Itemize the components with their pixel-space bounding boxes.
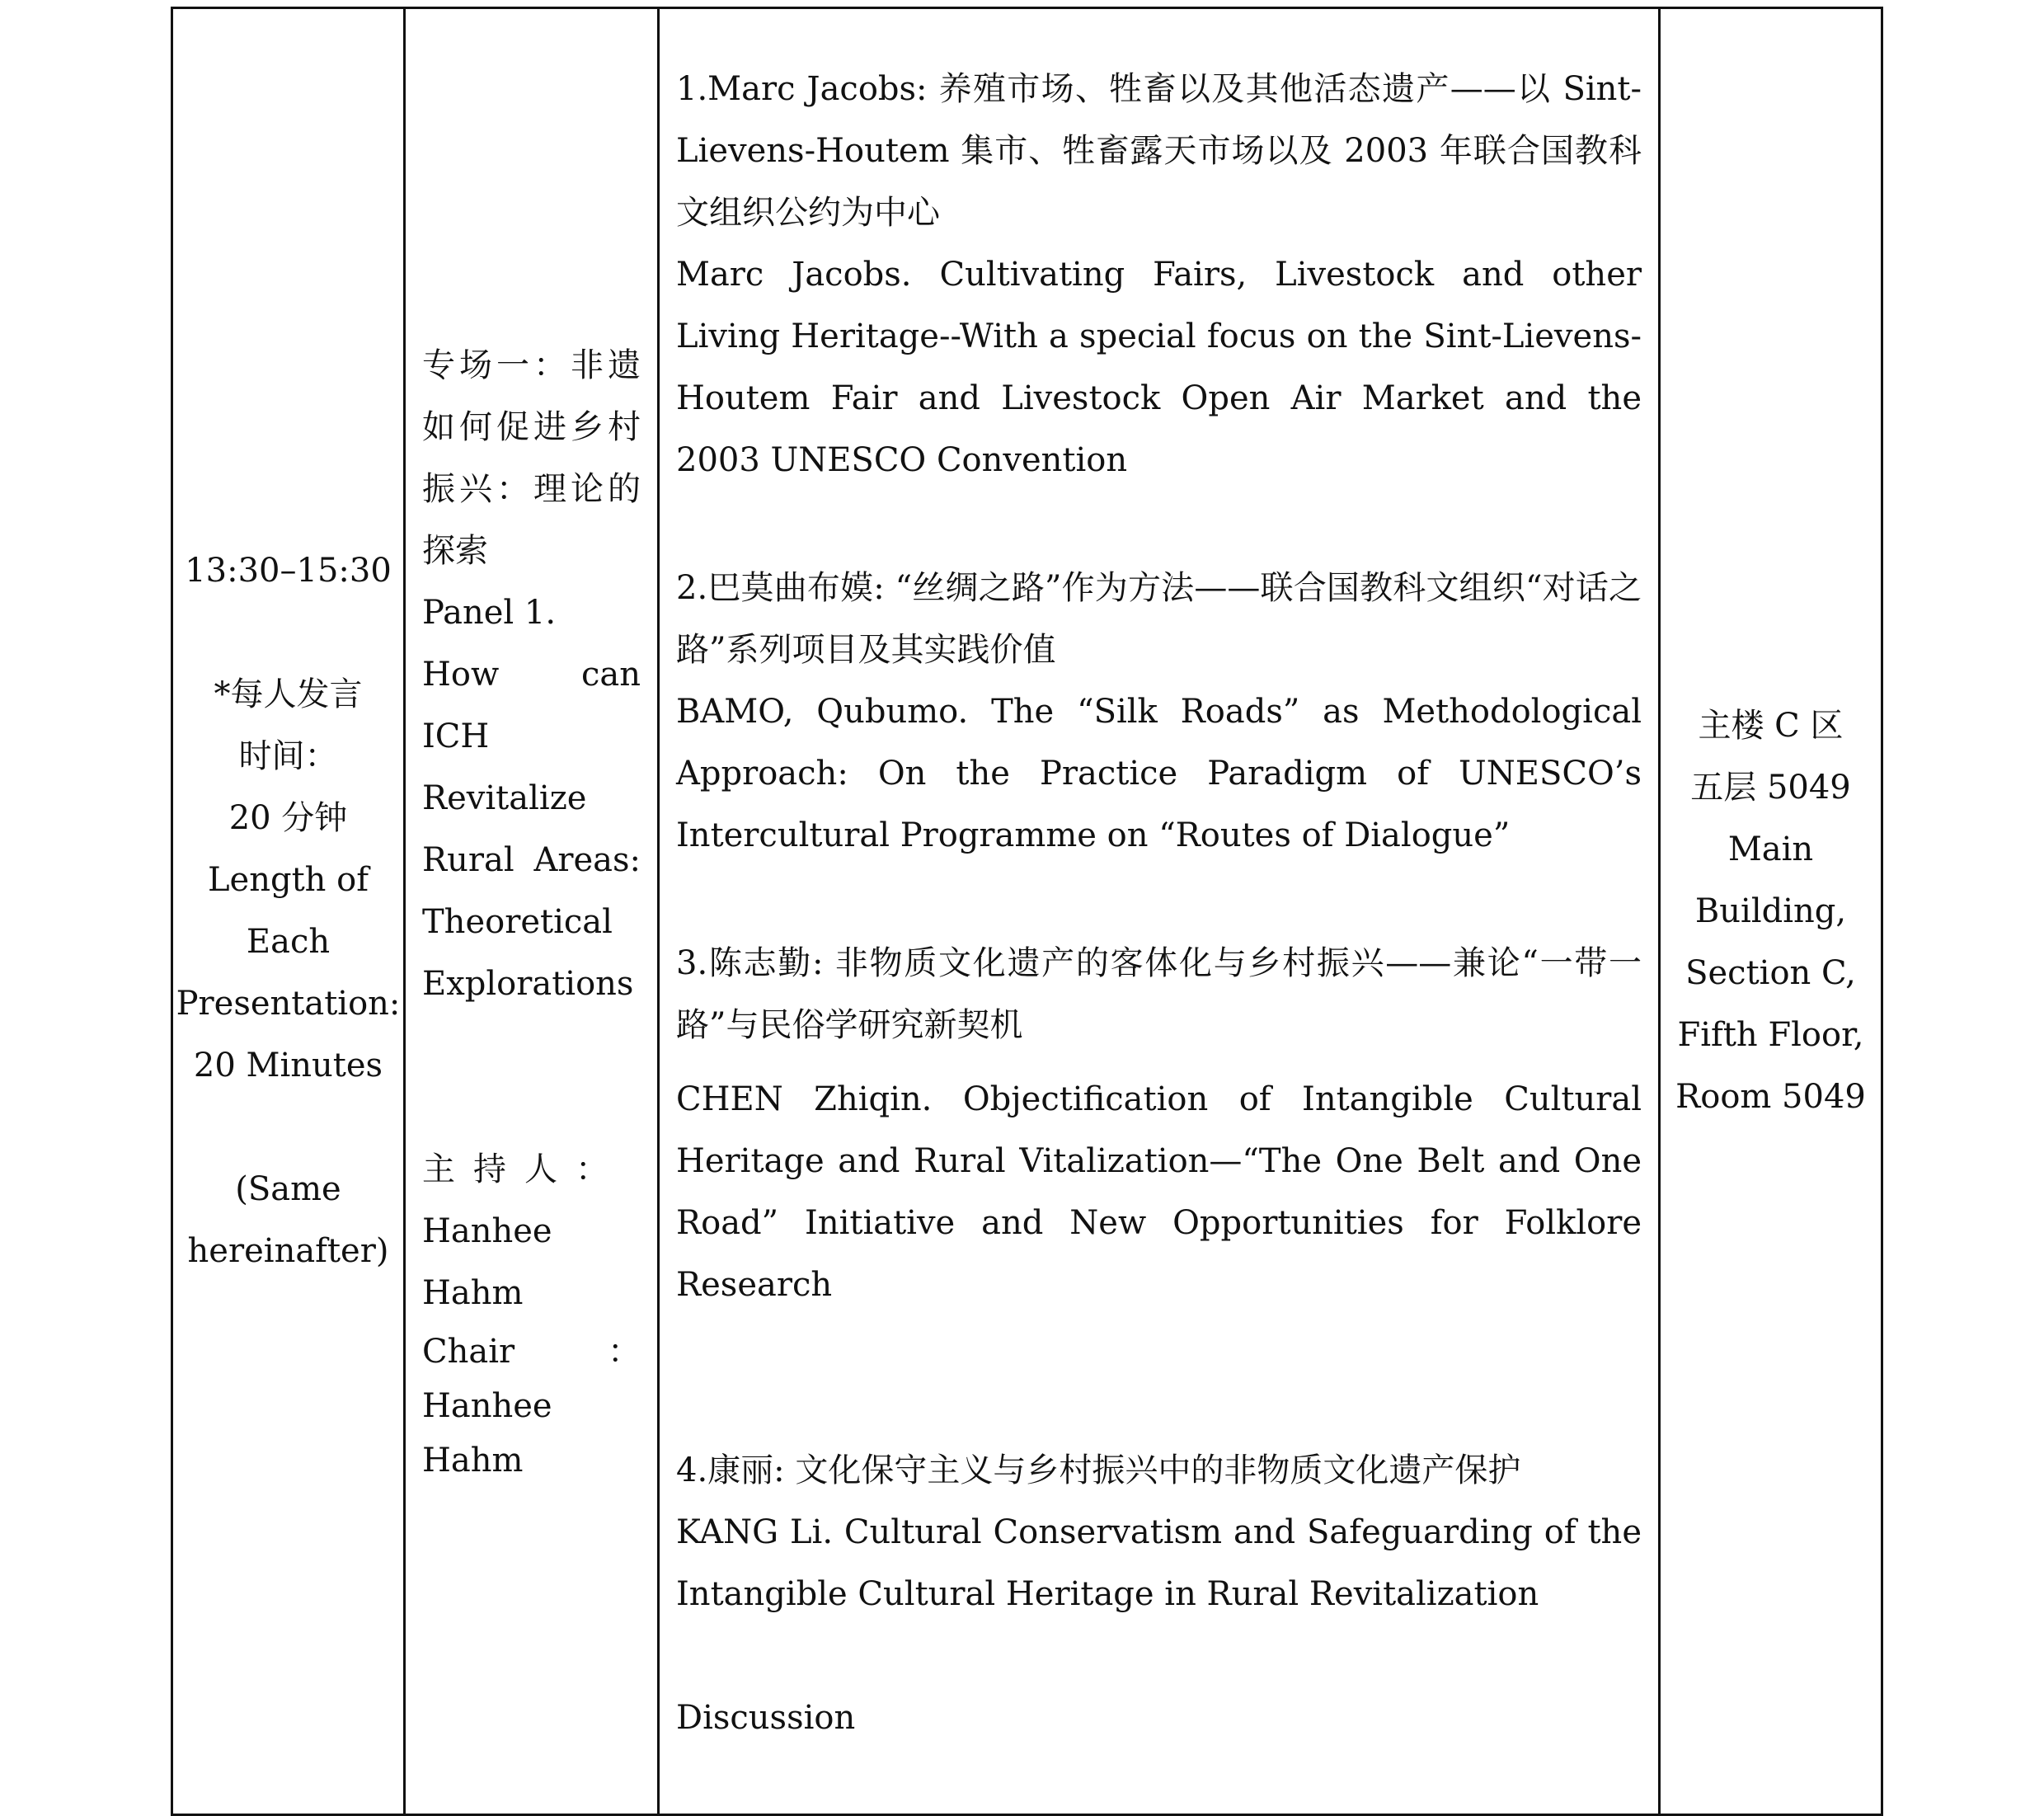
venue-cell [1660, 8, 1882, 1815]
panel-title-en-1: Panel 1. [422, 594, 557, 632]
talk-item [676, 1440, 1642, 1625]
same-note-1: (Same [235, 1170, 341, 1208]
presentation-note-zh-2: 时间： [238, 737, 338, 775]
discussion-label: Discussion [676, 1699, 856, 1737]
session-row [172, 8, 1882, 1815]
venue-zh-2: 五层 5049 [1690, 768, 1851, 807]
talk-title-zh: 2.巴莫曲布嫫: “丝绸之路”作为方法——联合国教科文组织“对话之路”系列项目及其实践价值 [676, 569, 1642, 669]
panel-chair-zh-label: 主持人： [422, 1150, 627, 1188]
talk-item [676, 933, 1642, 1316]
venue-en-4: Fifth Floor, [1677, 1015, 1864, 1054]
venue-en-2: Building, [1694, 892, 1847, 930]
panel-title-zh: 专场一：非遗如何促进乡村振兴：理论的探索 [422, 346, 641, 570]
talk-item [676, 558, 1642, 867]
same-note-2: hereinafter) [187, 1232, 389, 1270]
session-time: 13:30–15:30 [185, 552, 392, 590]
presentation-note-en-3: Presentation: [176, 985, 401, 1023]
panel-title-en-2: How can ICH Revitalize Rural Areas: Theoretical Explorations [422, 656, 641, 1003]
venue-en-1: Main [1727, 830, 1814, 868]
talk-title-en: BAMO, Qubumo. The “Silk Roads” as Methodological Approach: On the Practice Paradigm of UNESCO’s Intercultural Programme on “Routes of Dialogue” [676, 693, 1642, 854]
talk-item [676, 59, 1642, 492]
presentation-note-en-2: Each [246, 923, 331, 961]
presentation-note-en-4: 20 Minutes [193, 1047, 383, 1084]
talk-title-zh: 1.Marc Jacobs: 养殖市场、牲畜以及其他活态遗产——以 Sint-Lievens-Houtem 集市、牲畜露天市场以及 2003 年联合国教科文组织公约为中心 [676, 70, 1642, 232]
presentation-note-zh-1: *每人发言 [214, 675, 363, 713]
time-cell [172, 8, 405, 1815]
schedule-table [171, 7, 1883, 1816]
panel-cell [405, 8, 659, 1815]
panel-chair-zh-name: Hanhee Hahm [422, 1212, 552, 1312]
talks-cell [659, 8, 1660, 1815]
presentation-note-zh-3: 20 分钟 [228, 799, 348, 837]
venue-en-3: Section C, [1685, 953, 1856, 992]
talk-title-en: Marc Jacobs. Cultivating Fairs, Livestock and other Living Heritage--With a special focus on the Sint-Lievens-Houtem Fair and Livestock Open Air Market and the 2003 UNESCO Convention [676, 256, 1642, 479]
panel-chair-en: Chair：Hanhee Hahm [422, 1333, 641, 1480]
talk-title-en: KANG Li. Cultural Conservatism and Safeguarding of the Intangible Cultural Heritage in Rural Revitalization [676, 1513, 1642, 1613]
presentation-note-en-1: Length of [207, 861, 369, 899]
talk-title-zh: 4.康丽: 文化保守主义与乡村振兴中的非物质文化遗产保护 [676, 1451, 1521, 1489]
talk-title-zh: 3.陈志勤: 非物质文化遗产的客体化与乡村振兴——兼论“一带一路”与民俗学研究新契机 [676, 944, 1642, 1044]
talk-title-en: CHEN Zhiqin. Objectification of Intangible Cultural Heritage and Rural Vitalization—“The One Belt and One Road” Initiative and New Opportunities for Folklore Research [676, 1080, 1642, 1304]
venue-zh-1: 主楼 C 区 [1698, 706, 1844, 745]
venue-en-5: Room 5049 [1675, 1077, 1866, 1116]
